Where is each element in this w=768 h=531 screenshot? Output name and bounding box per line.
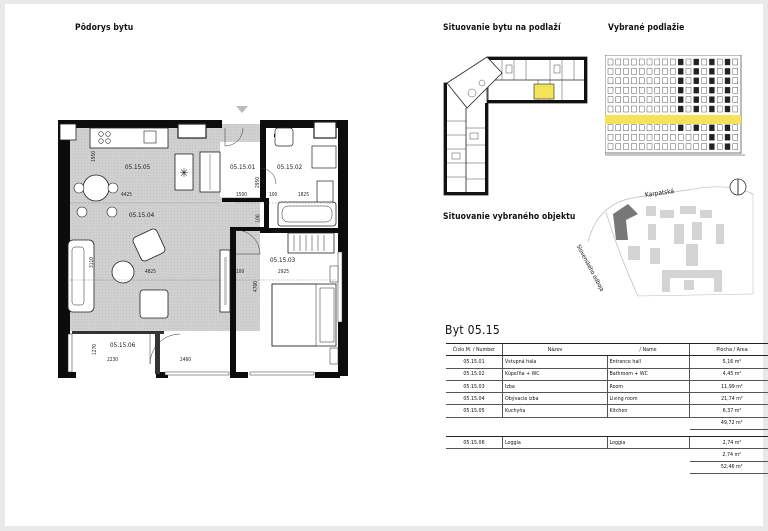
floor-plan-drawing bbox=[50, 102, 350, 378]
cell-name-sk: Loggia bbox=[503, 437, 608, 449]
cell-name-en: Entrance hall bbox=[607, 356, 690, 368]
dimension: 100 bbox=[236, 270, 245, 275]
bathtub bbox=[278, 202, 336, 226]
selected-building bbox=[613, 204, 638, 240]
floor-plan-heading: Pôdorys bytu bbox=[75, 23, 134, 33]
svg-text:✳: ✳ bbox=[179, 166, 189, 180]
entrance-marker-icon bbox=[236, 106, 248, 113]
cell-number: 05.15.03 bbox=[446, 380, 503, 392]
cell-area: 21,74 m² bbox=[690, 393, 768, 405]
dimension: 4700 bbox=[253, 281, 259, 292]
floor-position-heading: Situovanie bytu na podlaží bbox=[443, 23, 561, 33]
dimension: 100 bbox=[272, 230, 281, 235]
dimension: 1500 bbox=[236, 193, 247, 198]
cell-name-sk: Izba bbox=[503, 380, 608, 392]
cell-area: 5,16 m² bbox=[690, 356, 768, 368]
table-row bbox=[446, 393, 768, 405]
dimension: 1270 bbox=[92, 344, 98, 355]
cell-number: 05.15.02 bbox=[446, 368, 503, 380]
dimension: 1950 bbox=[91, 151, 97, 162]
cell-name-en: Living room bbox=[607, 393, 690, 405]
room-label-kitchen: 05.15.05 bbox=[125, 164, 151, 171]
dimension: 100 bbox=[256, 214, 262, 223]
header-number: Číslo M. / Number bbox=[446, 344, 503, 356]
cell-name-sk: Obývacia izba bbox=[503, 393, 608, 405]
dimension: 3110 bbox=[89, 257, 95, 268]
room-label-bathroom: 05.15.02 bbox=[277, 164, 303, 171]
object-position-heading: Situovanie vybraného objektu bbox=[443, 212, 576, 222]
room-label-living: 05.15.04 bbox=[129, 212, 155, 219]
cell-name-sk: Vstupná hala bbox=[503, 356, 608, 368]
cell-name-en: Loggia bbox=[607, 437, 690, 449]
dining-table bbox=[83, 175, 109, 201]
dimension: 2230 bbox=[107, 358, 118, 363]
table-header-row bbox=[446, 344, 768, 356]
table-row bbox=[446, 356, 768, 368]
dimension: 1825 bbox=[298, 193, 309, 198]
subtotal-row bbox=[446, 417, 768, 429]
header-area: Plocha / Area bbox=[690, 344, 768, 356]
street-name-karpatska: Karpatská bbox=[644, 187, 675, 199]
dimension: 2925 bbox=[278, 270, 289, 275]
building-elevation bbox=[605, 55, 745, 159]
cell-area: 11,99 m² bbox=[690, 380, 768, 392]
table-row bbox=[446, 380, 768, 392]
room-label-entrance: 05.15.01 bbox=[230, 164, 256, 171]
header-name-en: / Name bbox=[607, 344, 690, 356]
selected-floor-highlight bbox=[605, 115, 741, 124]
washbasin bbox=[312, 146, 336, 168]
dimension: 2460 bbox=[180, 358, 191, 363]
cell-name-sk: Kuchyňa bbox=[503, 405, 608, 417]
wardrobe bbox=[288, 233, 334, 253]
header-name-sk: Názov bbox=[503, 344, 608, 356]
cell-name-en: Bathroom + WC bbox=[607, 368, 690, 380]
cell-name-en: Kitchen bbox=[607, 405, 690, 417]
cell-name-en: Room bbox=[607, 380, 690, 392]
selected-unit-highlight bbox=[534, 84, 554, 99]
floor-position-plan bbox=[442, 53, 592, 198]
cell-area: 2,74 m² bbox=[690, 437, 768, 449]
kitchen-counter bbox=[90, 128, 168, 148]
table-row bbox=[446, 437, 768, 449]
street-name-slovenskeho-odboja: Slovenského odboja bbox=[574, 244, 605, 293]
cell-number: 05.15.06 bbox=[446, 437, 503, 449]
area-table bbox=[446, 343, 768, 474]
selected-floor-heading: Vybrané podlažie bbox=[608, 23, 685, 33]
cell-area: 6,37 m² bbox=[690, 405, 768, 417]
room-label-loggia: 05.15.06 bbox=[110, 342, 136, 349]
dimension: 100 bbox=[269, 193, 278, 198]
room-label-bedroom: 05.15.03 bbox=[270, 257, 296, 264]
dimension: 4825 bbox=[145, 270, 156, 275]
unit-title: Byt 05.15 bbox=[445, 323, 501, 337]
cell-number: 05.15.04 bbox=[446, 393, 503, 405]
table-row bbox=[446, 368, 768, 380]
cell-number: 05.15.05 bbox=[446, 405, 503, 417]
cell-area: 4,45 m² bbox=[690, 368, 768, 380]
cell-number: 05.15.01 bbox=[446, 356, 503, 368]
bed bbox=[272, 284, 336, 346]
dimension: 2950 bbox=[255, 177, 261, 188]
loggia-total-area: 2,74 m² bbox=[690, 449, 768, 461]
table-row bbox=[446, 405, 768, 417]
cell-name-sk: Kúpeľňa + WC bbox=[503, 368, 608, 380]
loggia-total-row bbox=[446, 449, 768, 461]
document-page bbox=[5, 4, 763, 526]
grand-total-area: 52,46 m² bbox=[690, 461, 768, 473]
grand-total-row bbox=[446, 461, 768, 473]
coffee-table bbox=[140, 290, 168, 318]
dimension: 4425 bbox=[121, 193, 132, 198]
subtotal-area: 49,72 m² bbox=[690, 417, 768, 429]
